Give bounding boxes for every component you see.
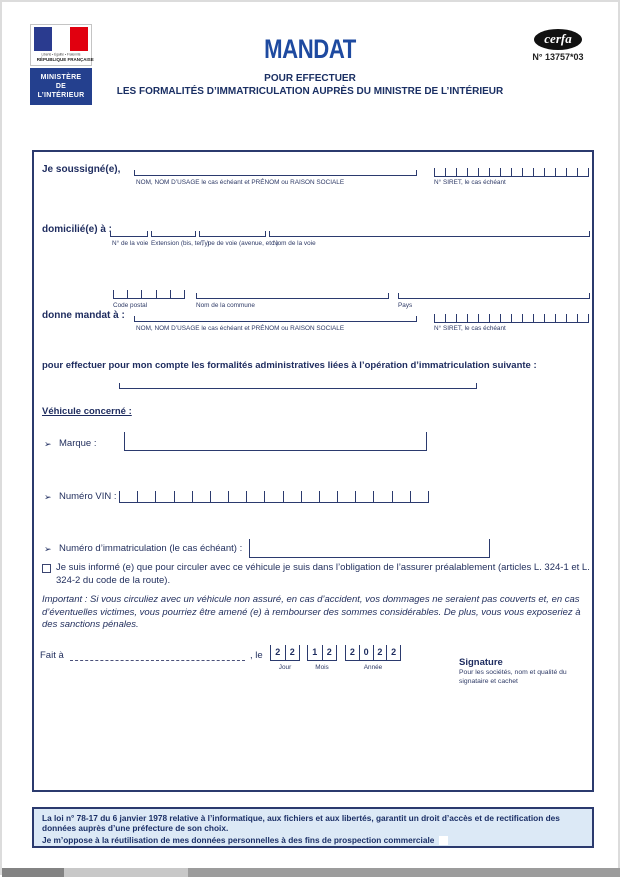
street-number-field[interactable] [110, 230, 148, 237]
year-hint: Année [363, 664, 383, 671]
street-type-field[interactable] [199, 230, 266, 237]
ministry-line2: DE [55, 83, 67, 90]
street-extension-field[interactable] [151, 230, 196, 237]
commune-field[interactable] [196, 292, 389, 299]
fait-a-label: Fait à [40, 650, 64, 661]
address-label: domicilié(e) à : [42, 224, 113, 235]
street-name-field[interactable] [269, 230, 590, 237]
mandate-siret-field[interactable] [434, 314, 589, 323]
fait-a-field[interactable] [70, 647, 245, 661]
postal-code-field[interactable] [113, 290, 185, 299]
cerfa-logo [520, 29, 596, 62]
legal-line1: La loi n° 78-17 du 6 janvier 1978 relative à l’informatique, aux fichiers et aux libertés, garantit un droit d’accès et de rectification des données auprès d’une préfecture de son choix. [42, 813, 560, 833]
date-month-field[interactable]: 1 2 [307, 645, 337, 661]
next-page-edge [2, 868, 620, 877]
form-subtitle-1: POUR EFFECTUER [264, 73, 356, 84]
street-number-hint: N° de la voie [112, 240, 149, 247]
mandate-siret-hint: N° SIRET, le cas échéant [434, 325, 506, 332]
date-year-field[interactable]: 2 0 2 2 [345, 645, 401, 661]
ministry-name [30, 68, 92, 105]
date-day-field[interactable]: 2 2 [270, 645, 300, 661]
street-extension-hint: Extension (bis, ter, .) [151, 240, 210, 247]
vin-label: Numéro VIN : [59, 491, 117, 502]
country-field[interactable] [398, 292, 590, 299]
ministry-line3: L’INTÉRIEUR [37, 92, 85, 99]
street-name-hint: Nom de la voie [273, 240, 316, 247]
street-type-hint: Type de voie (avenue, etc.) [201, 240, 279, 247]
mandate-label: donne mandat à : [42, 310, 125, 321]
arrow-bullet-icon: ➢ [44, 439, 52, 449]
arrow-bullet-icon: ➢ [44, 492, 52, 502]
principal-siret-field[interactable] [434, 168, 589, 177]
vehicle-section-title: Véhicule concerné : [42, 406, 132, 417]
form-title: MANDAT [264, 34, 356, 64]
operation-field[interactable] [119, 382, 477, 389]
principal-name-field[interactable] [134, 169, 417, 176]
immat-label: Numéro d’immatriculation (le cas échéant) : [59, 543, 243, 554]
principal-siret-hint: N° SIRET, le cas échéant [434, 179, 506, 186]
insurance-checkbox[interactable] [42, 564, 51, 573]
cerfa-brand-icon: cerfa [534, 29, 582, 50]
mandate-name-hint: NOM, NOM D’USAGE le cas échéant et PRÉNOM ou RAISON SOCIALE [136, 325, 345, 332]
marque-label: Marque : [59, 438, 97, 449]
purpose-text: pour effectuer pour mon compte les formalités administratives liées à l’opération d’immatriculation suivante : [42, 360, 537, 371]
important-notice: Important : Si vous circuliez avec un véhicule non assuré, en cas d’accident, vos dommages ne seraient pas couverts et, en cas d’éventuelles victimes, vous pourriez être amené (e) à rembourser des sommes considérables. De plus, vous vous exposeriez à des sanctions pénales. [42, 594, 581, 630]
form-subtitle-2: LES FORMALITÉS D’IMMATRICULATION AUPRÈS DU MINISTRE DE L’INTÉRIEUR [116, 86, 504, 97]
legal-notice-box [32, 807, 594, 848]
vin-field[interactable] [119, 491, 429, 503]
postal-code-hint: Code postal [113, 302, 148, 309]
le-label: , le [250, 650, 263, 661]
country-hint: Pays [398, 302, 413, 309]
legal-line2: Je m’oppose à la réutilisation de mes données personnelles à des fins de prospection commerciale [42, 835, 435, 845]
signature-title: Signature [459, 657, 503, 668]
mandate-name-field[interactable] [134, 315, 417, 322]
day-hint: Jour [278, 664, 292, 671]
ministry-line1: MINISTÈRE [40, 74, 82, 81]
opposition-checkbox[interactable] [439, 836, 448, 845]
insurance-checkbox-text: Je suis informé (e) que pour circuler avec ce véhicule je suis dans l’obligation de l’assurer préalablement (articles L. 324-1 et L. 324-2 du code de la route). [56, 562, 590, 586]
republic-motto: Liberté • Égalité • Fraternité [41, 52, 81, 57]
mandate-form-box [32, 150, 594, 792]
republic-name: RÉPUBLIQUE FRANÇAISE [36, 57, 94, 63]
arrow-bullet-icon: ➢ [44, 544, 52, 554]
principal-label: Je soussigné(e), [42, 164, 121, 175]
immat-field[interactable] [249, 539, 490, 558]
cerfa-number: N° 13757*03 [532, 52, 584, 62]
commune-hint: Nom de la commune [196, 302, 255, 309]
signature-hint: Pour les sociétés, nom et qualité du signataire et cachet [459, 669, 567, 685]
month-hint: Mois [315, 664, 329, 671]
marque-field[interactable] [124, 432, 427, 451]
principal-name-hint: NOM, NOM D’USAGE le cas échéant et PRÉNOM ou RAISON SOCIALE [136, 179, 345, 186]
